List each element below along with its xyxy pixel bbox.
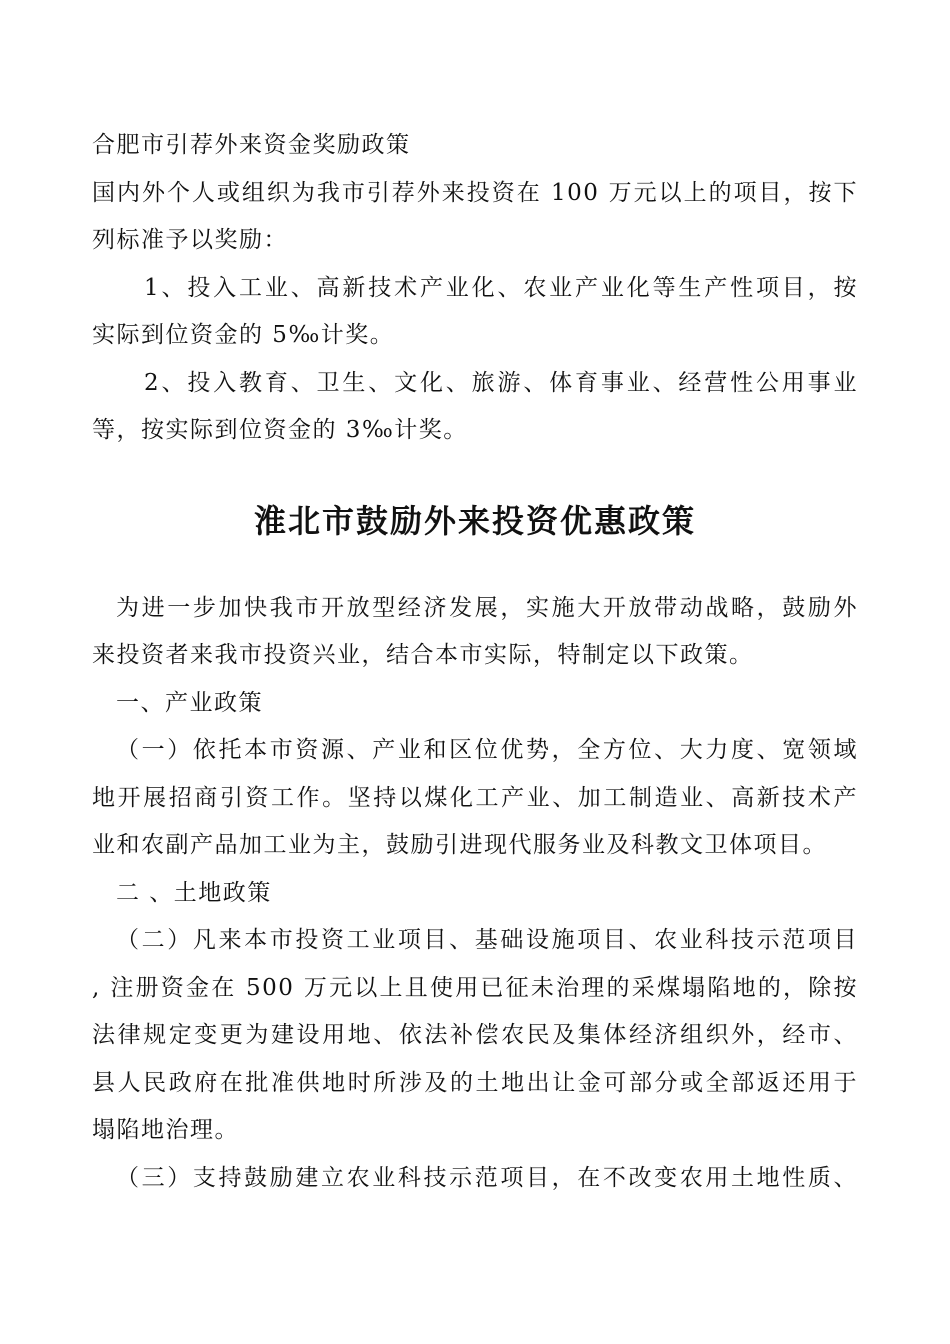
- clause-2-line: 法律规定变更为建设用地、依法补偿农民及集体经济组织外，经市、: [92, 1022, 858, 1048]
- document-page: [92, 122, 858, 1202]
- clause-1-line: 业和农副产品加工业为主，鼓励引进现代服务业及科教文卫体项目。: [92, 832, 827, 858]
- paragraph-line: 列标准予以奖励：: [92, 227, 288, 253]
- paragraph-line: 国内外个人或组织为我市引荐外来投资在 100 万元以上的项目，按下: [92, 179, 858, 206]
- clause-2-line: 塌陷地治理。: [92, 1117, 239, 1143]
- clause-1-line: （一）依托本市资源、产业和区位优势，全方位、大力度、宽领域: [116, 737, 858, 763]
- clause-2-line: , 注册资金在 500 万元以上且使用已征未治理的采煤塌陷地的，除按: [92, 974, 858, 1001]
- section-title-hefei: 合肥市引荐外来资金奖励政策: [92, 132, 411, 158]
- part-title-land: 二 、土地政策: [116, 879, 272, 906]
- part-title-industry: 一、产业政策: [116, 689, 263, 716]
- list-item-2-line: 2、投入教育、卫生、文化、旅游、体育事业、经营性公用事业: [144, 369, 858, 396]
- heading-huaibei-policy: 淮北市鼓励外来投资优惠政策: [253, 501, 696, 540]
- list-item-2-line: 等，按实际到位资金的 3‰计奖。: [92, 417, 468, 443]
- list-item-1-line: 1、投入工业、高新技术产业化、农业产业化等生产性项目，按: [144, 274, 858, 301]
- clause-2-line: 县人民政府在批准供地时所涉及的土地出让金可部分或全部返还用于: [92, 1069, 858, 1096]
- preamble-line: 来投资者来我市投资兴业，结合本市实际，特制定以下政策。: [92, 642, 754, 668]
- clause-3-line: （三）支持鼓励建立农业科技示范项目，在不改变农用土地性质、: [116, 1164, 858, 1191]
- clause-1-line: 地开展招商引资工作。坚持以煤化工产业、加工制造业、高新技术产: [92, 784, 858, 811]
- clause-2-line: （二）凡来本市投资工业项目、基础设施项目、农业科技示范项目: [116, 927, 858, 953]
- list-item-1-line: 实际到位资金的 5‰计奖。: [92, 322, 395, 348]
- preamble-line: 为进一步加快我市开放型经济发展，实施大开放带动战略，鼓励外: [116, 594, 858, 621]
